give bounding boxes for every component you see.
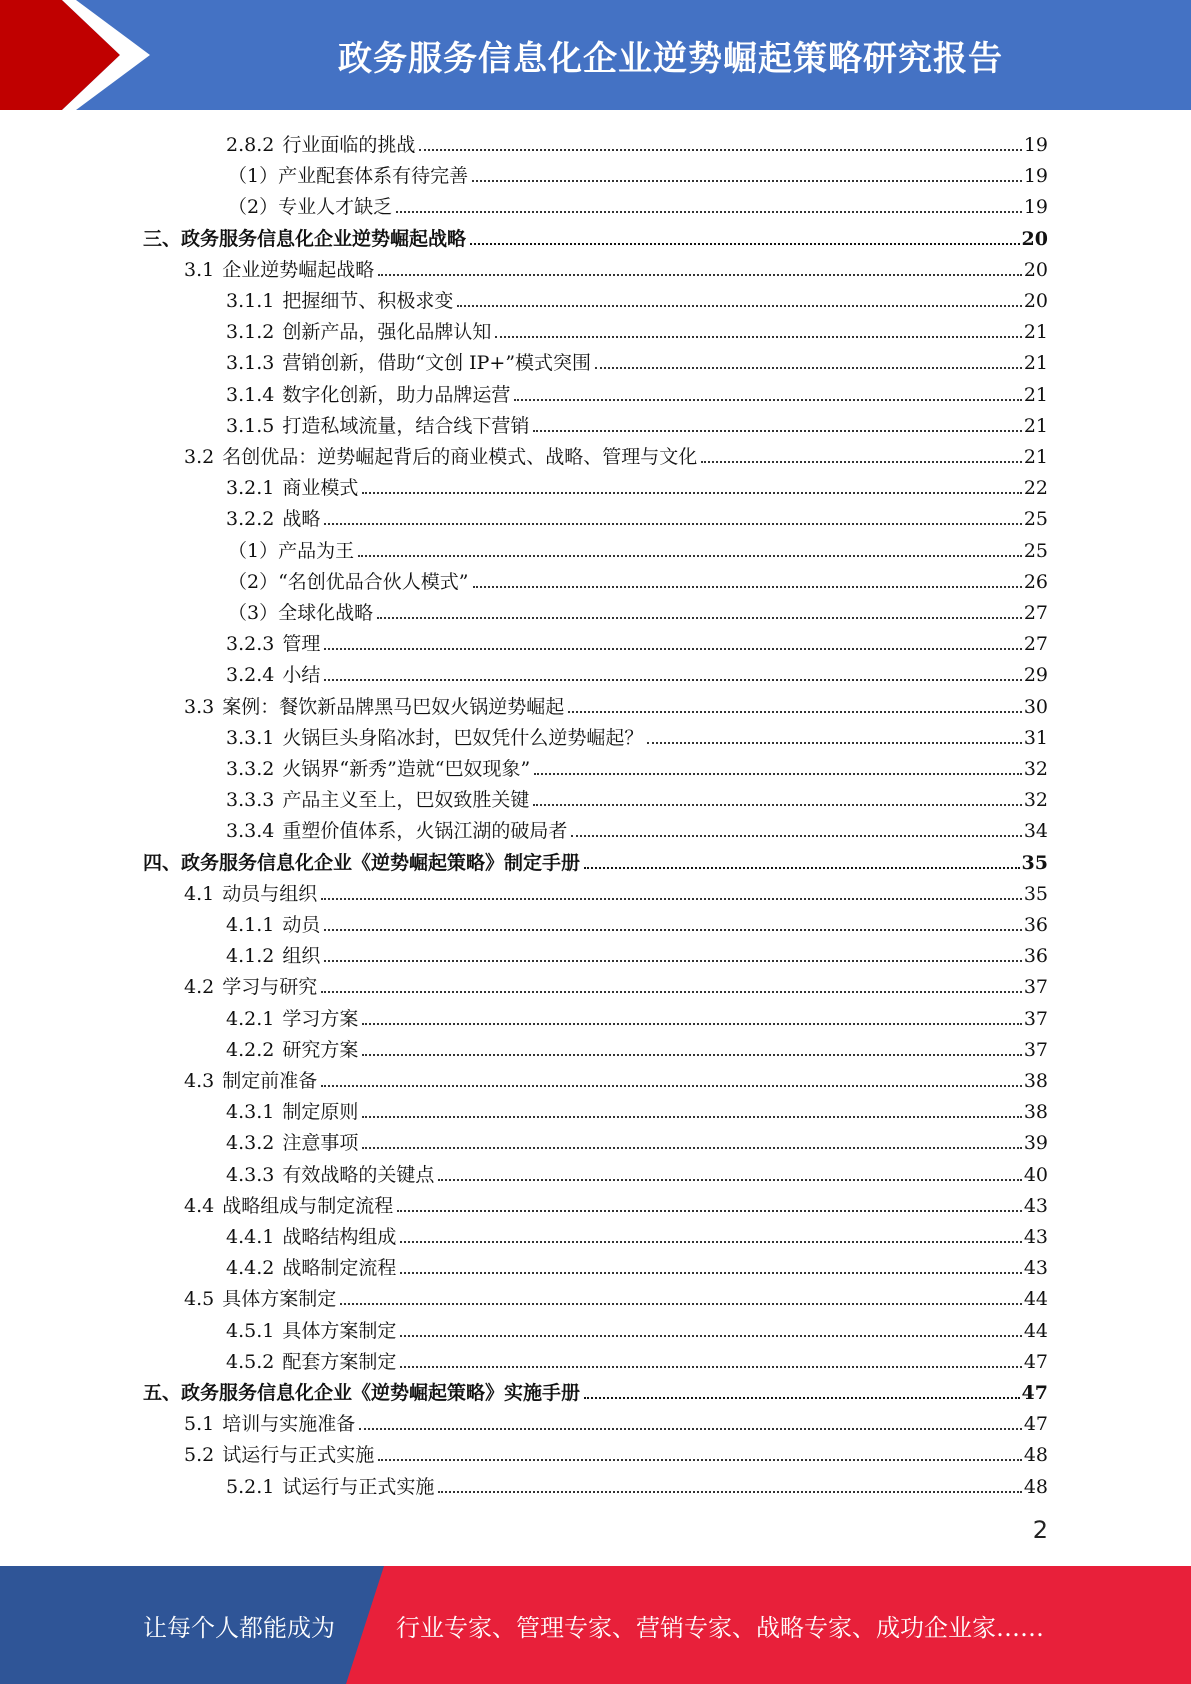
toc-entry-page: 43 bbox=[1023, 1257, 1048, 1280]
toc-dot-leader bbox=[472, 180, 1022, 182]
toc-entry-number: 3.2.1 bbox=[226, 477, 275, 500]
toc-entry-number: 3.2 bbox=[184, 446, 215, 468]
toc-entry-number: 5.2 bbox=[184, 1444, 215, 1467]
toc-dot-leader bbox=[324, 523, 1021, 525]
toc-entry-number: 3.1.3 bbox=[226, 352, 275, 375]
toc-entry-label: 行业面临的挑战 bbox=[282, 134, 416, 156]
toc-entry-label: 学习方案 bbox=[282, 1007, 359, 1030]
toc-entry[interactable] bbox=[226, 313, 1048, 344]
toc-entry-page: 36 bbox=[1023, 945, 1048, 968]
toc-entry[interactable] bbox=[226, 1343, 1048, 1374]
toc-entry-page: 39 bbox=[1023, 1132, 1048, 1155]
toc-entry[interactable] bbox=[226, 1249, 1048, 1280]
toc-entry-page: 37 bbox=[1023, 976, 1048, 999]
toc-entry-page: 26 bbox=[1023, 570, 1048, 593]
toc-entry-label: 配套方案制定 bbox=[282, 1350, 397, 1373]
toc-entry-number: （2） bbox=[228, 196, 279, 219]
toc-entry-label: 产品为王 bbox=[278, 539, 355, 562]
toc-entry-label: 具体方案制定 bbox=[222, 1288, 337, 1311]
toc-entry-number: 3.2.4 bbox=[226, 664, 275, 687]
toc-dot-leader bbox=[378, 1459, 1022, 1461]
toc-entry-label: 研究方案 bbox=[282, 1038, 359, 1061]
toc-entry-number: 四、 bbox=[143, 851, 182, 874]
toc-dot-leader bbox=[400, 1335, 1021, 1337]
toc-entry[interactable] bbox=[226, 126, 1048, 157]
toc-entry-label: 打造私域流量，结合线下营销 bbox=[282, 414, 530, 437]
toc-entry[interactable] bbox=[226, 1000, 1048, 1031]
toc-entry-label: 把握细节、积极求变 bbox=[282, 290, 454, 312]
toc-entry[interactable] bbox=[226, 625, 1048, 656]
toc-entry-label: 具体方案制定 bbox=[282, 1319, 397, 1342]
toc-entry-page: 47 bbox=[1021, 1382, 1048, 1404]
toc-entry-page: 21 bbox=[1023, 446, 1048, 468]
toc-entry-number: 4.1.2 bbox=[226, 945, 275, 968]
toc-entry[interactable] bbox=[228, 594, 1048, 625]
toc-entry-number: 4.1.1 bbox=[226, 914, 275, 936]
toc-entry-number: 4.3.1 bbox=[226, 1101, 275, 1124]
toc-entry-label: 战略组成与制定流程 bbox=[222, 1194, 394, 1217]
toc-entry-label: 火锅巨头身陷冰封，巴奴凭什么逆势崛起？ bbox=[282, 726, 644, 749]
toc-entry-label: 企业逆势崛起战略 bbox=[222, 258, 375, 281]
toc-entry-number: 5.2.1 bbox=[226, 1475, 275, 1498]
toc-entry[interactable] bbox=[184, 1280, 1048, 1311]
toc-entry-number: （1） bbox=[228, 539, 279, 562]
toc-entry[interactable] bbox=[226, 376, 1048, 407]
toc-entry-number: 4.4 bbox=[184, 1194, 215, 1217]
toc-entry-page: 35 bbox=[1023, 882, 1048, 905]
toc-entry-number: 3.3.4 bbox=[226, 820, 275, 843]
toc-dot-leader bbox=[419, 149, 1021, 151]
toc-entry-label: 案例：餐饮新品牌黑马巴奴火锅逆势崛起 bbox=[222, 695, 565, 718]
toc-entry-number: 4.3.3 bbox=[226, 1163, 275, 1186]
toc-entry-page: 20 bbox=[1023, 290, 1048, 312]
toc-dot-leader bbox=[321, 898, 1022, 900]
toc-entry-number: 3.1.2 bbox=[226, 321, 275, 344]
toc-entry-label: 培训与实施准备 bbox=[222, 1413, 356, 1436]
toc-dot-leader bbox=[400, 1272, 1021, 1274]
toc-entry[interactable] bbox=[226, 1218, 1048, 1249]
toc-entry-number: （2） bbox=[228, 570, 279, 593]
toc-entry-number: 4.4.2 bbox=[226, 1257, 275, 1280]
toc-entry[interactable] bbox=[228, 157, 1048, 188]
toc-dot-leader bbox=[584, 1397, 1020, 1399]
toc-entry-page: 44 bbox=[1023, 1319, 1048, 1342]
toc-dot-leader bbox=[321, 991, 1022, 993]
toc-entry-number: 3.3 bbox=[184, 695, 215, 718]
toc-dot-leader bbox=[533, 804, 1021, 806]
toc-dot-leader bbox=[359, 1428, 1022, 1430]
toc-dot-leader bbox=[324, 960, 1021, 962]
toc-entry[interactable] bbox=[184, 251, 1048, 282]
toc-entry-number: 3.3.2 bbox=[226, 758, 275, 780]
toc-dot-leader bbox=[400, 1366, 1021, 1368]
toc-dot-leader bbox=[397, 1210, 1022, 1212]
toc-entry-label: “名创优品合伙人模式” bbox=[278, 570, 469, 593]
toc-entry-page: 21 bbox=[1023, 352, 1048, 375]
toc-entry[interactable] bbox=[184, 1187, 1048, 1218]
toc-entry-page: 48 bbox=[1023, 1444, 1048, 1467]
toc-dot-leader bbox=[534, 773, 1022, 775]
toc-entry-label: 注意事项 bbox=[282, 1132, 359, 1155]
toc-entry[interactable] bbox=[226, 1312, 1048, 1343]
toc-entry[interactable] bbox=[184, 688, 1048, 719]
toc-entry-number: （1） bbox=[228, 165, 279, 188]
toc-entry-number: 三、 bbox=[143, 227, 182, 250]
toc-entry-label: 战略 bbox=[282, 508, 321, 531]
toc-entry[interactable] bbox=[226, 1124, 1048, 1155]
toc-entry[interactable] bbox=[184, 438, 1048, 469]
page-footer bbox=[0, 1566, 1191, 1684]
toc-entry-page: 27 bbox=[1023, 633, 1048, 656]
toc-entry-number: 4.3.2 bbox=[226, 1132, 275, 1155]
toc-entry[interactable] bbox=[226, 750, 1048, 781]
toc-entry-page: 19 bbox=[1023, 134, 1048, 156]
toc-entry-page: 32 bbox=[1023, 789, 1048, 812]
toc-entry-number: 4.3 bbox=[184, 1070, 215, 1092]
toc-dot-leader bbox=[377, 617, 1022, 619]
toc-entry[interactable] bbox=[184, 1405, 1048, 1436]
toc-dot-leader bbox=[571, 835, 1021, 837]
toc-entry-page: 32 bbox=[1023, 758, 1048, 780]
toc-entry[interactable] bbox=[226, 1156, 1048, 1187]
toc-dot-leader bbox=[438, 1491, 1021, 1493]
toc-dot-leader bbox=[533, 430, 1021, 432]
toc-dot-leader bbox=[362, 492, 1021, 494]
toc-entry-number: 3.2.2 bbox=[226, 508, 275, 531]
report-title: 政务服务信息化企业逆势崛起策略研究报告 bbox=[338, 38, 1003, 79]
toc-dot-leader bbox=[584, 867, 1020, 869]
toc-dot-leader bbox=[396, 211, 1022, 213]
toc-entry-number: 5.1 bbox=[184, 1413, 215, 1436]
toc-entry[interactable] bbox=[226, 344, 1048, 375]
toc-entry-page: 47 bbox=[1023, 1350, 1048, 1373]
toc-dot-leader bbox=[438, 1179, 1021, 1181]
toc-entry[interactable] bbox=[226, 906, 1048, 937]
toc-entry-page: 35 bbox=[1021, 851, 1048, 874]
toc-dot-leader bbox=[324, 679, 1021, 681]
toc-entry-label: 制定原则 bbox=[282, 1101, 359, 1124]
toc-entry-label: 火锅界“新秀”造就“巴奴现象” bbox=[282, 758, 531, 780]
toc-entry-number: （3） bbox=[228, 602, 279, 624]
toc-entry-number: 五、 bbox=[143, 1382, 182, 1404]
toc-entry[interactable] bbox=[184, 1436, 1048, 1467]
toc-entry-page: 27 bbox=[1023, 602, 1048, 624]
toc-entry-page: 31 bbox=[1023, 726, 1048, 749]
toc-entry-page: 38 bbox=[1023, 1070, 1048, 1092]
toc-dot-leader bbox=[321, 1085, 1022, 1087]
toc-dot-leader bbox=[400, 1241, 1021, 1243]
toc-entry-label: 有效战略的关键点 bbox=[282, 1163, 435, 1186]
red-arrow-decoration bbox=[0, 0, 150, 110]
toc-dot-leader bbox=[340, 1303, 1022, 1305]
toc-entry-page: 22 bbox=[1023, 477, 1048, 500]
toc-entry[interactable] bbox=[226, 1468, 1048, 1499]
toc-entry-label: 营销创新，借助“文创 IP+”模式突围 bbox=[282, 352, 592, 375]
toc-entry[interactable] bbox=[226, 1093, 1048, 1124]
toc-entry-number: 4.5.1 bbox=[226, 1319, 275, 1342]
toc-entry-label: 政务服务信息化企业《逆势崛起策略》制定手册 bbox=[181, 851, 581, 874]
toc-entry-label: 政务服务信息化企业《逆势崛起策略》实施手册 bbox=[181, 1382, 581, 1404]
footer-slogan-left: 让每个人都能成为 bbox=[143, 1613, 335, 1642]
toc-entry-label: 战略结构组成 bbox=[282, 1226, 397, 1248]
toc-entry-label: 小结 bbox=[282, 664, 321, 687]
toc-entry-page: 48 bbox=[1023, 1475, 1048, 1498]
toc-entry-page: 20 bbox=[1021, 227, 1048, 250]
toc-entry-label: 管理 bbox=[282, 633, 321, 656]
toc-entry-number: 4.2.2 bbox=[226, 1038, 275, 1061]
toc-entry-page: 21 bbox=[1023, 321, 1048, 344]
toc-entry[interactable] bbox=[226, 781, 1048, 812]
toc-dot-leader bbox=[457, 305, 1021, 307]
toc-dot-leader bbox=[362, 1116, 1021, 1118]
toc-entry-page: 20 bbox=[1023, 258, 1048, 281]
toc-entry-label: 试运行与正式实施 bbox=[222, 1444, 375, 1467]
toc-entry-label: 动员与组织 bbox=[222, 882, 318, 905]
toc-entry-label: 产业配套体系有待完善 bbox=[278, 165, 469, 188]
toc-entry-number: 4.2.1 bbox=[226, 1007, 275, 1030]
toc-entry[interactable] bbox=[226, 407, 1048, 438]
toc-entry-number: 4.1 bbox=[184, 882, 215, 905]
footer-slogan-right: 行业专家、管理专家、营销专家、战略专家、成功企业家…… bbox=[396, 1613, 1044, 1642]
toc-entry-number: 4.4.1 bbox=[226, 1226, 275, 1248]
toc-dot-leader bbox=[358, 555, 1022, 557]
toc-entry-page: 37 bbox=[1023, 1007, 1048, 1030]
toc-dot-leader bbox=[495, 336, 1021, 338]
toc-dot-leader bbox=[362, 1023, 1021, 1025]
toc-entry[interactable] bbox=[226, 656, 1048, 687]
toc-entry-number: 3.1.4 bbox=[226, 383, 275, 406]
toc-entry-page: 21 bbox=[1023, 383, 1048, 406]
toc-dot-leader bbox=[324, 648, 1021, 650]
toc-entry-page: 40 bbox=[1023, 1163, 1048, 1186]
toc-entry[interactable] bbox=[143, 844, 1048, 875]
toc-entry-page: 19 bbox=[1023, 165, 1048, 188]
toc-dot-leader bbox=[473, 586, 1022, 588]
toc-entry[interactable] bbox=[228, 188, 1048, 219]
toc-entry-label: 政务服务信息化企业逆势崛起战略 bbox=[181, 227, 467, 250]
toc-dot-leader bbox=[595, 367, 1022, 369]
toc-entry-page: 47 bbox=[1023, 1413, 1048, 1436]
toc-dot-leader bbox=[324, 929, 1021, 931]
toc-entry[interactable] bbox=[184, 968, 1048, 999]
toc-entry[interactable] bbox=[226, 719, 1048, 750]
toc-entry-page: 21 bbox=[1023, 414, 1048, 437]
toc-entry[interactable] bbox=[184, 875, 1048, 906]
toc-entry-label: 重塑价值体系，火锅江湖的破局者 bbox=[282, 820, 568, 843]
toc-entry-label: 数字化创新，助力品牌运营 bbox=[282, 383, 511, 406]
toc-entry-label: 动员 bbox=[282, 914, 321, 936]
toc-entry[interactable] bbox=[226, 1031, 1048, 1062]
toc-entry-label: 商业模式 bbox=[282, 477, 359, 500]
toc-entry-page: 29 bbox=[1023, 664, 1048, 687]
toc-entry-label: 学习与研究 bbox=[222, 976, 318, 999]
toc-dot-leader bbox=[470, 243, 1020, 245]
toc-entry-page: 38 bbox=[1023, 1101, 1048, 1124]
toc-entry-label: 组织 bbox=[282, 945, 321, 968]
toc-entry-label: 全球化战略 bbox=[278, 602, 374, 624]
toc-entry-label: 试运行与正式实施 bbox=[282, 1475, 435, 1498]
toc-entry-page: 44 bbox=[1023, 1288, 1048, 1311]
toc-entry-page: 25 bbox=[1023, 539, 1048, 562]
toc-entry-page: 19 bbox=[1023, 196, 1048, 219]
toc-entry-number: 3.3.1 bbox=[226, 726, 275, 749]
page-number: 2 bbox=[1032, 1516, 1048, 1544]
toc-entry-number: 4.5 bbox=[184, 1288, 215, 1311]
toc-entry-number: 3.1.1 bbox=[226, 290, 275, 312]
toc-entry-label: 名创优品：逆势崛起背后的商业模式、战略、管理与文化 bbox=[222, 446, 698, 468]
toc-entry-page: 43 bbox=[1023, 1194, 1048, 1217]
toc-entry[interactable] bbox=[226, 812, 1048, 843]
toc-entry-page: 34 bbox=[1023, 820, 1048, 843]
toc-entry-number: 3.1 bbox=[184, 258, 215, 281]
toc-dot-leader bbox=[378, 274, 1022, 276]
toc-entry-page: 30 bbox=[1023, 695, 1048, 718]
toc-entry-page: 25 bbox=[1023, 508, 1048, 531]
toc-entry-label: 创新产品，强化品牌认知 bbox=[282, 321, 492, 344]
toc-entry[interactable] bbox=[226, 937, 1048, 968]
toc-dot-leader bbox=[362, 1147, 1021, 1149]
toc-entry[interactable] bbox=[226, 469, 1048, 500]
toc-entry[interactable] bbox=[228, 532, 1048, 563]
toc-entry-number: 4.2 bbox=[184, 976, 215, 999]
toc-entry[interactable] bbox=[143, 1374, 1048, 1405]
toc-dot-leader bbox=[514, 399, 1021, 401]
toc-dot-leader bbox=[701, 461, 1022, 463]
toc-entry-label: 战略制定流程 bbox=[282, 1257, 397, 1280]
toc-dot-leader bbox=[362, 1054, 1021, 1056]
toc-entry-page: 37 bbox=[1023, 1038, 1048, 1061]
toc-entry[interactable] bbox=[143, 220, 1048, 251]
toc-entry-number: 2.8.2 bbox=[226, 134, 275, 156]
toc-entry-number: 4.5.2 bbox=[226, 1350, 275, 1373]
toc-dot-leader bbox=[647, 742, 1021, 744]
toc-entry-page: 36 bbox=[1023, 914, 1048, 936]
page-header bbox=[0, 0, 1191, 110]
toc-entry[interactable] bbox=[226, 500, 1048, 531]
toc-entry-number: 3.2.3 bbox=[226, 633, 275, 656]
toc-entry-number: 3.1.5 bbox=[226, 414, 275, 437]
toc-entry[interactable] bbox=[184, 1062, 1048, 1093]
toc-entry-label: 专业人才缺乏 bbox=[278, 196, 393, 219]
toc-entry[interactable] bbox=[226, 282, 1048, 313]
toc-entry-page: 43 bbox=[1023, 1226, 1048, 1248]
toc-entry-label: 产品主义至上，巴奴致胜关键 bbox=[282, 789, 530, 812]
toc-entry-label: 制定前准备 bbox=[222, 1070, 318, 1092]
toc-dot-leader bbox=[568, 711, 1022, 713]
toc-entry[interactable] bbox=[228, 563, 1048, 594]
toc-entry-number: 3.3.3 bbox=[226, 789, 275, 812]
